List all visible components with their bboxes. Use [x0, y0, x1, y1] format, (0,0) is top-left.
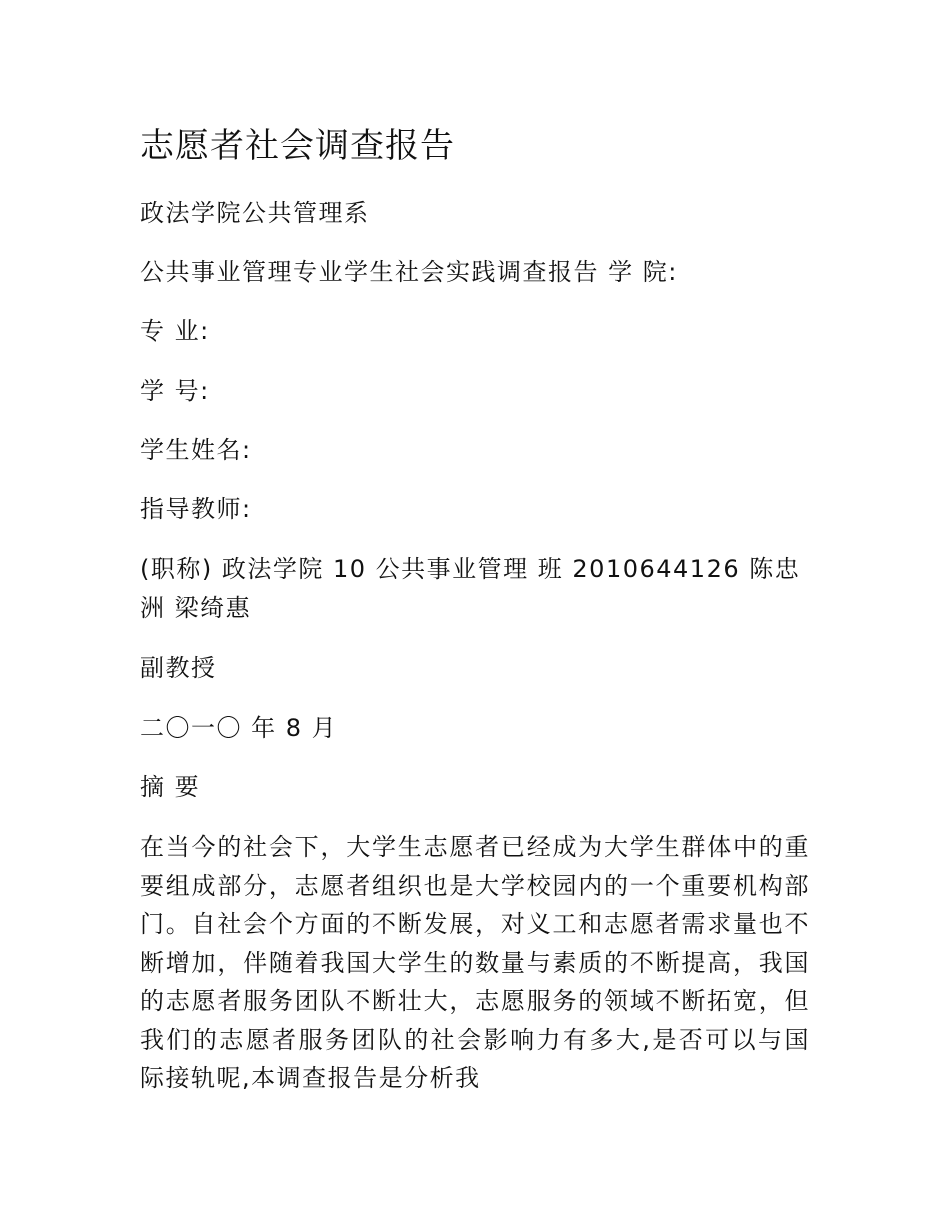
advisor-label: 指导教师:: [140, 495, 252, 523]
details-line: (职称) 政法学院 10 公共事业管理 班 2010644126 陈忠洲 梁绮惠: [140, 555, 801, 622]
department-line: 政法学院公共管理系: [140, 199, 370, 227]
report-date: 二〇一〇 年 8 月: [140, 714, 338, 742]
document-title: 志愿者社会调查报告: [140, 126, 455, 166]
advisor-title: 副教授: [140, 654, 217, 682]
student-id-label: 学 号:: [140, 377, 210, 405]
student-name-label: 学生姓名:: [140, 436, 252, 464]
report-type-line: 公共事业管理专业学生社会实践调查报告 学 院:: [140, 258, 678, 286]
abstract-heading: 摘 要: [140, 773, 201, 801]
major-label: 专 业:: [140, 317, 210, 345]
abstract-paragraph: 在当今的社会下，大学生志愿者已经成为大学生群体中的重要组成部分，志愿者组织也是大学校园内的一个重要机构部门。自社会个方面的不断发展，对义工和志愿者需求量也不断增加，伴随着我国大学生的数量与素质的不断提高，我国的志愿者服务团队不断壮大，志愿服务的领域不断拓宽，但我们的志愿者服务团队的社会影响力有多大,是否可以与国际接轨呢,本调查报告是分析我: [140, 833, 810, 1092]
